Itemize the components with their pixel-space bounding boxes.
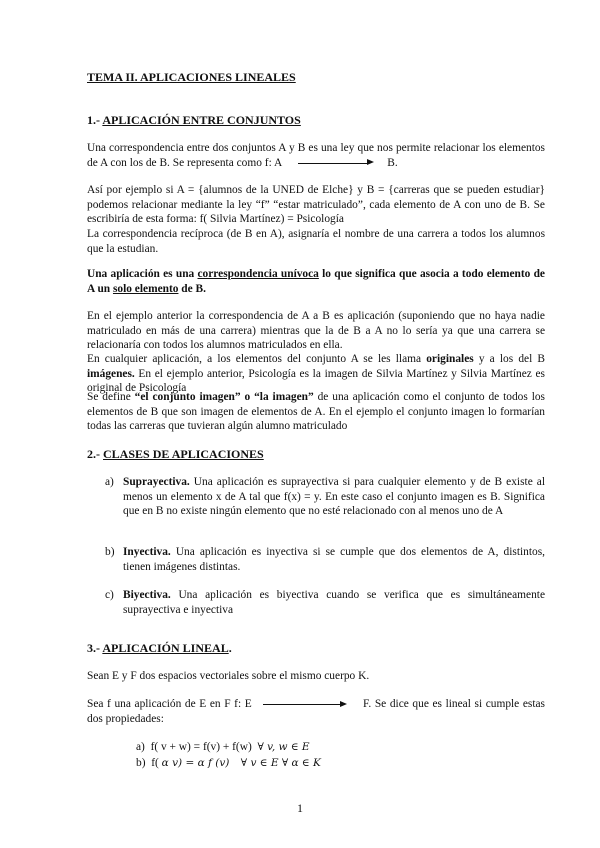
s1-paragraph-6: En cualquier aplicación, a los elementos del conjunto A se les llama originales y a los del B imágenes. En el ejemplo anterior, Psicología es la imagen de Silvia Martínez y Silvia Martínez es original de Psicología xyxy=(87,353,545,395)
maps-to-arrow-icon xyxy=(263,700,347,708)
s1-definition: Una aplicación es una correspondencia unívoca lo que significa que asocia a todo elemento de A un solo elemento de B. xyxy=(87,268,545,295)
s1-paragraph-7: Se define “el conjunto imagen” o “la imagen” de una aplicación como el conjunto de todos los elementos de B que son imagen de elementos de A. En el ejemplo el conjunto imagen lo formarían todas las carreras que tuvieran algún alumno matriculado xyxy=(87,391,545,433)
property-a: a) f( v + w) = f(v) + f(w) ∀ v, w ∈ E xyxy=(136,741,310,753)
maps-to-arrow-icon xyxy=(298,159,374,167)
s1-paragraph-1: Una correspondencia entre dos conjuntos A y B es una ley que nos permite relacionar los elementos de A con los de B. Se representa como f: A B. xyxy=(87,142,545,169)
property-b: b) f( α v) = α f (v) ∀ v ∈ E ∀ α ∈ K xyxy=(136,757,321,769)
s1-paragraph-2: Así por ejemplo si A = {alumnos de la UNED de Elche} y B = {carreras que se pueden estudiar} podemos relacionar mediante la ley “f” “estar matriculado”, cada elemento de A con uno de B. Se escribiría de esta forma: f( Silvia Martínez) = Psicología xyxy=(87,184,545,226)
page-number: 1 xyxy=(297,801,303,815)
section-1-heading: 1.- APLICACIÓN ENTRE CONJUNTOS xyxy=(87,113,301,127)
s1-paragraph-3: La correspondencia recíproca (de B en A), asignaría el nombre de una carrera a todos los alumnos que la estudian. xyxy=(87,228,545,255)
s1-paragraph-5: En el ejemplo anterior la correspondencia de A a B es aplicación (suponiendo que no haya nadie matriculado en más de una carrera) mientras que la de B a A no lo sería ya que una carrera se relacionaría con todos los alumnos matriculados en ella. xyxy=(87,310,545,352)
s3-paragraph-1: Sean E y F dos espacios vectoriales sobre el mismo cuerpo K. xyxy=(87,670,370,682)
document-title: TEMA II. APLICACIONES LINEALES xyxy=(87,70,296,84)
document-page: TEMA II. APLICACIONES LINEALES 1.- APLICACIÓN ENTRE CONJUNTOS Una correspondencia entre dos conjuntos A y B es una ley que nos permite relacionar los elementos de A con los de B. Se representa como f: A B. Así por ejemplo si A = {alumnos de la UNED de Elche} y B = {carreras que se pueden estudiar} podemos relacionar mediante la ley “f” “estar matriculado”, cada elemento de A con uno de B. Se escribiría de esta forma: f( Silvia Martínez) = Psicología La correspondencia recíproca (de B en A), asignaría el nombre de una carrera a todos los alumnos que la estudian. Una aplicación es una correspondencia unívoca lo que significa que asocia a todo elemento de A un solo elemento de B. En el ejemplo anterior la correspondencia de A a B es aplicación (suponiendo que no haya nadie matriculado en más de una carrera) mientras que la de B a A no lo sería ya que una carrera se relacionaría con todos los alumnos matriculados en ella. En cualquier aplicación, a los elementos del conjunto A se les llama originales y a los del B imágenes. En el ejemplo anterior, Psicología es la imagen de Silvia Martínez y Silvia Martínez es original de Psicología Se define “el conjunto imagen” o “la imagen” de una aplicación como el conjunto de todos los elementos de B que son imagen de elementos de A. En el ejemplo el conjunto imagen lo formarían todas las carreras que tuvieran algún alumno matriculado 2.- CLASES DE APLICACIONES a) Suprayectiva. Una aplicación es suprayectiva si para cualquier elemento y de B existe al menos un elemento x de A tal que f(x) = y. En este caso el conjunto imagen es B. Significa que en B no existe ningún elemento que no esté relacionado con al menos uno de A b) Inyectiva. Una aplicación es inyectiva si se cumple que dos elementos de A, distintos, tienen imágenes distintas. c) Biyectiva. Una aplicación es biyectiva cuando se verifica que es simultáneamente suprayectiva e inyectiva 3.- APLICACIÓN LINEAL. Sean E y F dos espacios vectoriales sobre el mismo cuerpo K. Sea f una aplicación de E en F f: E F. Se dice que es lineal si cumple estas dos propiedades: a) f( v + w) = f(v) + f(w) ∀ v, w ∈ E b) f( α v) = α f (v) ∀ v ∈ E ∀ α ∈ K 1 xyxy=(0,0,600,848)
s3-paragraph-2: Sea f una aplicación de E en F f: E F. Se dice que es lineal si cumple estas dos propiedades: xyxy=(87,698,545,725)
section-2-heading: 2.- CLASES DE APLICACIONES xyxy=(87,447,264,461)
section-3-heading: 3.- APLICACIÓN LINEAL. xyxy=(87,641,232,655)
